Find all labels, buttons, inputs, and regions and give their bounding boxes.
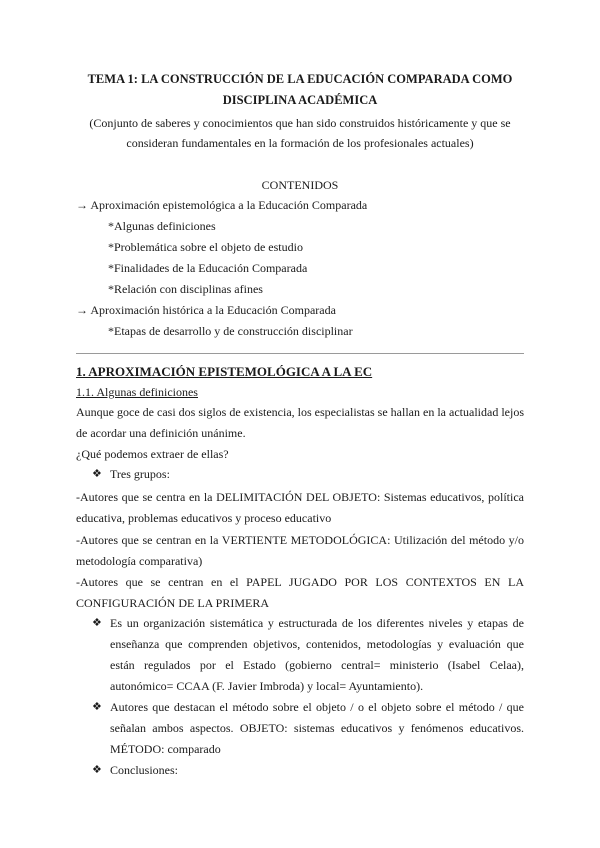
bullet-text: Tres grupos: — [110, 467, 170, 481]
group-line: educativa, problemas educativos y proceso educativo — [76, 511, 332, 525]
diamond-bullet-icon: ❖ — [92, 468, 102, 480]
bullet-text: Es un organización sistemática y estructurada de los diferentes niveles y etapas de — [110, 616, 524, 630]
contents-item: *Algunas definiciones — [108, 219, 216, 233]
diamond-bullet-icon: ❖ — [92, 617, 102, 629]
document-subtitle-line-2: consideran fundamentales en la formación de los profesionales actuales) — [126, 136, 474, 150]
bullet-text: Autores que destacan el método sobre el objeto / o el objeto sobre el método / que — [110, 700, 524, 714]
contents-item: → Aproximación epistemológica a la Educación Comparada — [76, 198, 368, 212]
bullet-text: están regulados por el Estado (gobierno central= ministerio (Isabel Celaa), — [110, 658, 524, 672]
bullet-text: Conclusiones: — [110, 763, 178, 777]
document-title-line-2: DISCIPLINA ACADÉMICA — [222, 93, 378, 107]
contents-item: *Finalidades de la Educación Comparada — [108, 261, 308, 275]
section-divider — [76, 353, 524, 354]
contents-item: *Problemática sobre el objeto de estudio — [108, 240, 303, 254]
section-heading: 1. APROXIMACIÓN EPISTEMOLÓGICA A LA EC — [76, 364, 373, 379]
paragraph-question: ¿Qué podemos extraer de ellas? — [76, 447, 229, 461]
diamond-bullet-icon: ❖ — [92, 764, 102, 776]
bullet-text: autonómico= CCAA (F. Javier Imbroda) y local= Ayuntamiento). — [110, 679, 424, 693]
bullet-text: enseñanza que comprenden objetivos, contenidos, metodologías y evaluación que — [110, 637, 524, 651]
contents-heading: CONTENIDOS — [261, 178, 339, 192]
bullet-text: MÉTODO: comparado — [110, 742, 221, 756]
paragraph-line: de acordar una definición unánime. — [76, 426, 246, 440]
paragraph-line: Aunque goce de casi dos siglos de existencia, los especialistas se hallan en la actualidad lejos — [76, 405, 524, 419]
document-subtitle-line-1: (Conjunto de saberes y conocimientos que han sido construidos históricamente y que se — [89, 116, 511, 130]
group-line: -Autores que se centran en la VERTIENTE METODOLÓGICA: Utilización del método y/o — [76, 533, 524, 547]
subsection-heading: 1.1. Algunas definiciones — [76, 385, 198, 399]
group-line: -Autores que se centran en el PAPEL JUGADO POR LOS CONTEXTOS EN LA — [76, 575, 524, 589]
bullet-text: señalan ambos aspectos. OBJETO: sistemas educativos y fenómenos educativos. — [110, 721, 524, 735]
document-title-line-1: TEMA 1: LA CONSTRUCCIÓN DE LA EDUCACIÓN COMPARADA COMO — [87, 72, 513, 86]
group-line: metodología comparativa) — [76, 554, 203, 568]
contents-item: *Relación con disciplinas afines — [108, 282, 263, 296]
contents-item: → Aproximación histórica a la Educación Comparada — [76, 303, 336, 317]
contents-item: *Etapas de desarrollo y de construcción disciplinar — [108, 324, 353, 338]
group-line: CONFIGURACIÓN DE LA PRIMERA — [76, 596, 270, 610]
diamond-bullet-icon: ❖ — [92, 701, 102, 713]
group-line: -Autores que se centra en la DELIMITACIÓN DEL OBJETO: Sistemas educativos, política — [76, 490, 524, 504]
